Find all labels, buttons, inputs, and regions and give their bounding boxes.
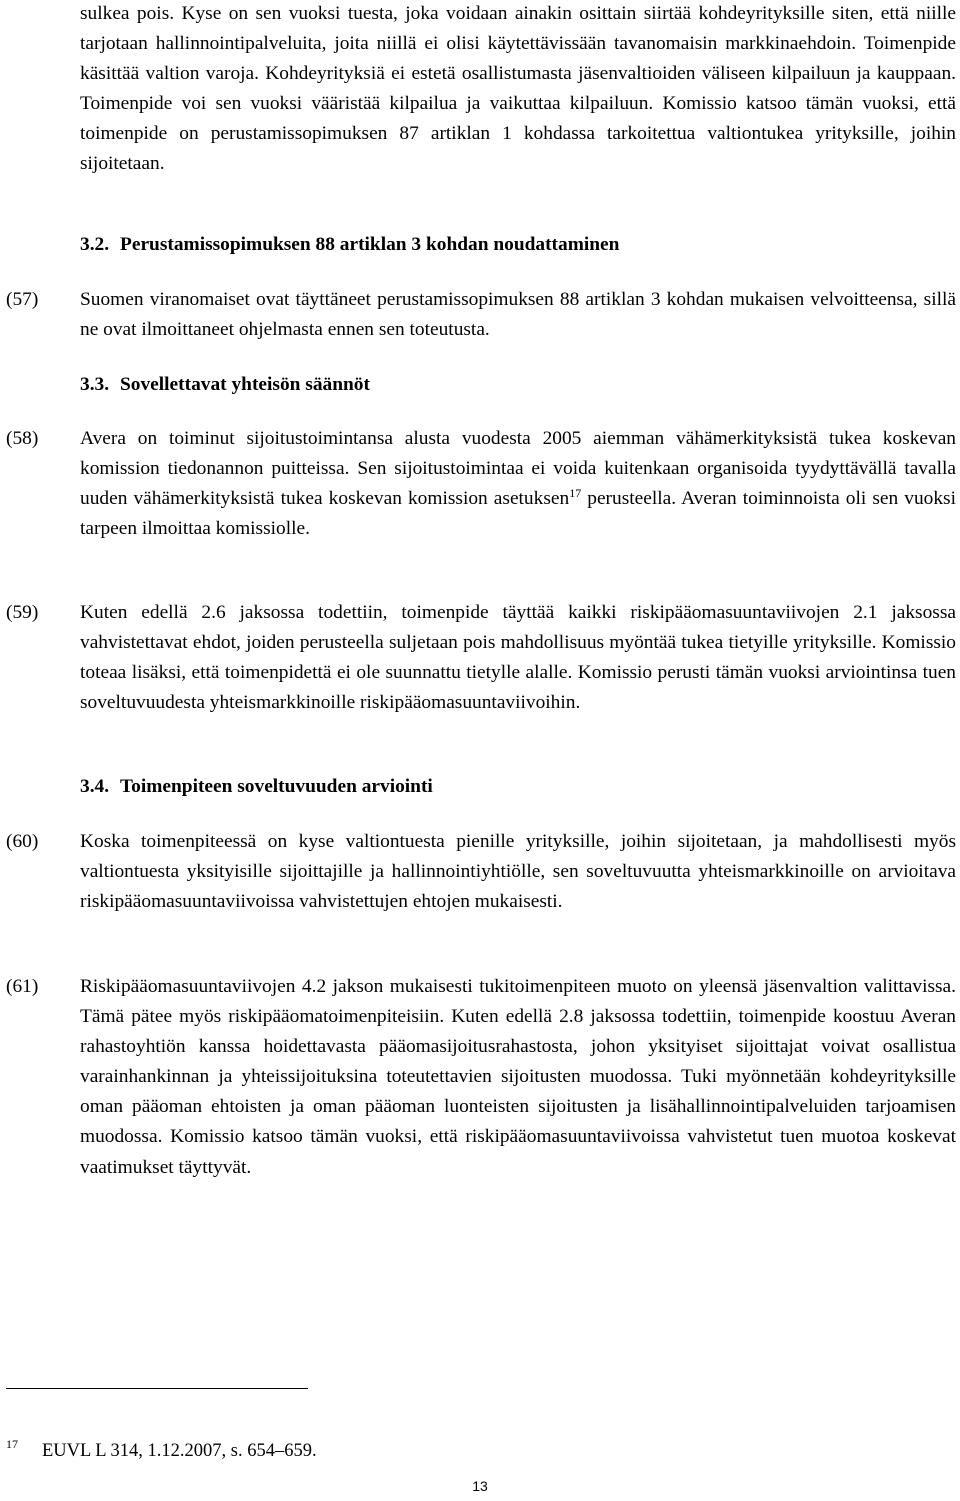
paragraph-number: (61) xyxy=(6,976,39,997)
section-number: 3.3. xyxy=(80,374,110,395)
section-number: 3.2. xyxy=(80,234,110,255)
intro-text: sulkea pois. Kyse on sen vuoksi tuesta, joka voidaan ainakin osittain siirtää kohdeyrityksille siten, että niille tarjotaan hallinnointipalveluita, joita niillä ei olisi käytettävissään tavanomaisin markkinaehdoin. Toimenpide käsittää valtion varoja. Kohdeyrityksiä ei estetä osallistumasta jäsenvaltioiden väliseen kilpailuun ja kauppaan. Toimenpide voi sen vuoksi vääristää kilpailua ja vaikuttaa kilpailuun. Komissio katsoo tämän vuoksi, että toimenpide on perustamissopimuksen 87 artiklan 1 kohdassa tarkoitettua valtiontukea yrityksille, joihin sijoitetaan. xyxy=(80,3,956,175)
paragraph-number: (59) xyxy=(6,602,39,623)
section-heading-3-2 xyxy=(80,230,619,260)
paragraph-text xyxy=(80,424,956,544)
section-heading-3-4 xyxy=(80,772,433,802)
paragraph-text: Kuten edellä 2.6 jaksossa todettiin, toimenpide täyttää kaikki riskipääomasuuntaviivojen 2.1 jaksossa vahvistettavat ehdot, joiden perusteella suljetaan pois mahdollisuus myöntää tukea tietyille yrityksille. Komissio toteaa lisäksi, että toimenpidettä ei ole suunnattu tietylle alalle. Komissio perusti tämän vuoksi arviointinsa tuen soveltuvuudesta yhteismarkkinoille riskipääomasuuntaviivoihin. xyxy=(80,602,956,714)
footnote-mark: 17 xyxy=(6,1437,18,1451)
paragraph-text: Riskipääomasuuntaviivojen 4.2 jakson mukaisesti tukitoimenpiteen muoto on yleensä jäsenvaltion valittavissa. Tämä pätee myös riskipääomatoimenpiteisiin. Kuten edellä 2.8 jaksossa todettiin, toimenpide koostuu Averan rahastoyhtiön kanssa hoidettavasta pääomasijoitusrahastosta, johon yksityiset sijoittajat voivat osallistua varainhankinnan ja yhteissijoituksina toteutettavien sijoitusten muodossa. Tuki myönnetään kohdeyrityksille oman pääoman ehtoisten ja oman pääoman luonteisten sijoitusten ja lisähallinnointipalveluiden tarjoamisen muodossa. Komissio katsoo tämän vuoksi, että riskipääomasuuntaviivoissa vahvistetut tuen muotoa koskevat vaatimukset täyttyvät. xyxy=(80,976,956,1178)
section-title: Toimenpiteen soveltuvuuden arviointi xyxy=(120,776,433,797)
section-heading-3-3 xyxy=(80,370,370,400)
paragraph-number: (57) xyxy=(6,289,39,310)
paragraph-60 xyxy=(0,827,956,917)
section-title: Perustamissopimuksen 88 artiklan 3 kohdan noudattaminen xyxy=(120,234,620,255)
paragraph-text-part: perusteella. Averan toiminnoista oli sen vuoksi tarpeen ilmoittaa komissiolle. xyxy=(80,488,956,540)
footnote-reference[interactable]: 17 xyxy=(569,486,582,501)
footnote-separator xyxy=(6,1388,308,1389)
paragraph-text-part: Avera on toiminut sijoitustoimintansa alusta vuodesta 2005 aiemman vähämerkityksistä tukea koskevan komission tiedonannon puitteissa. Sen sijoitustoimintaa ei voida kuitenkaan organisoida tyydyttävällä tavalla uuden vähämerkityksistä tukea koskevan komission asetuksen xyxy=(80,428,956,510)
section-title: Sovellettavat yhteisön säännöt xyxy=(120,374,370,395)
paragraph-text: Koska toimenpiteessä on kyse valtiontuesta pienille yrityksille, joihin sijoitetaan, ja mahdollisesti myös valtiontuesta yksityisille sijoittajille ja hallinnointiyhtiölle, sen soveltuvuutta yhteismarkkinoille on arvioitava riskipääomasuuntaviivoissa vahvistettujen ehtojen mukaisesti. xyxy=(80,831,956,913)
paragraph-text: Suomen viranomaiset ovat täyttäneet perustamissopimuksen 88 artiklan 3 kohdan mukaisen velvoitteensa, sillä ne ovat ilmoittaneet ohjelmasta ennen sen toteutusta. xyxy=(80,289,956,341)
paragraph-57 xyxy=(0,285,956,345)
footnote-text: EUVL L 314, 1.12.2007, s. 654–659. xyxy=(42,1441,317,1461)
footnote xyxy=(6,1433,317,1462)
paragraph-59 xyxy=(0,598,956,718)
intro-paragraph xyxy=(80,0,956,180)
paragraph-58 xyxy=(0,424,956,544)
page-number: 13 xyxy=(472,1478,488,1494)
paragraph-number: (60) xyxy=(6,831,39,852)
paragraph-61 xyxy=(0,972,956,1183)
paragraph-number: (58) xyxy=(6,428,39,449)
section-number: 3.4. xyxy=(80,776,110,797)
